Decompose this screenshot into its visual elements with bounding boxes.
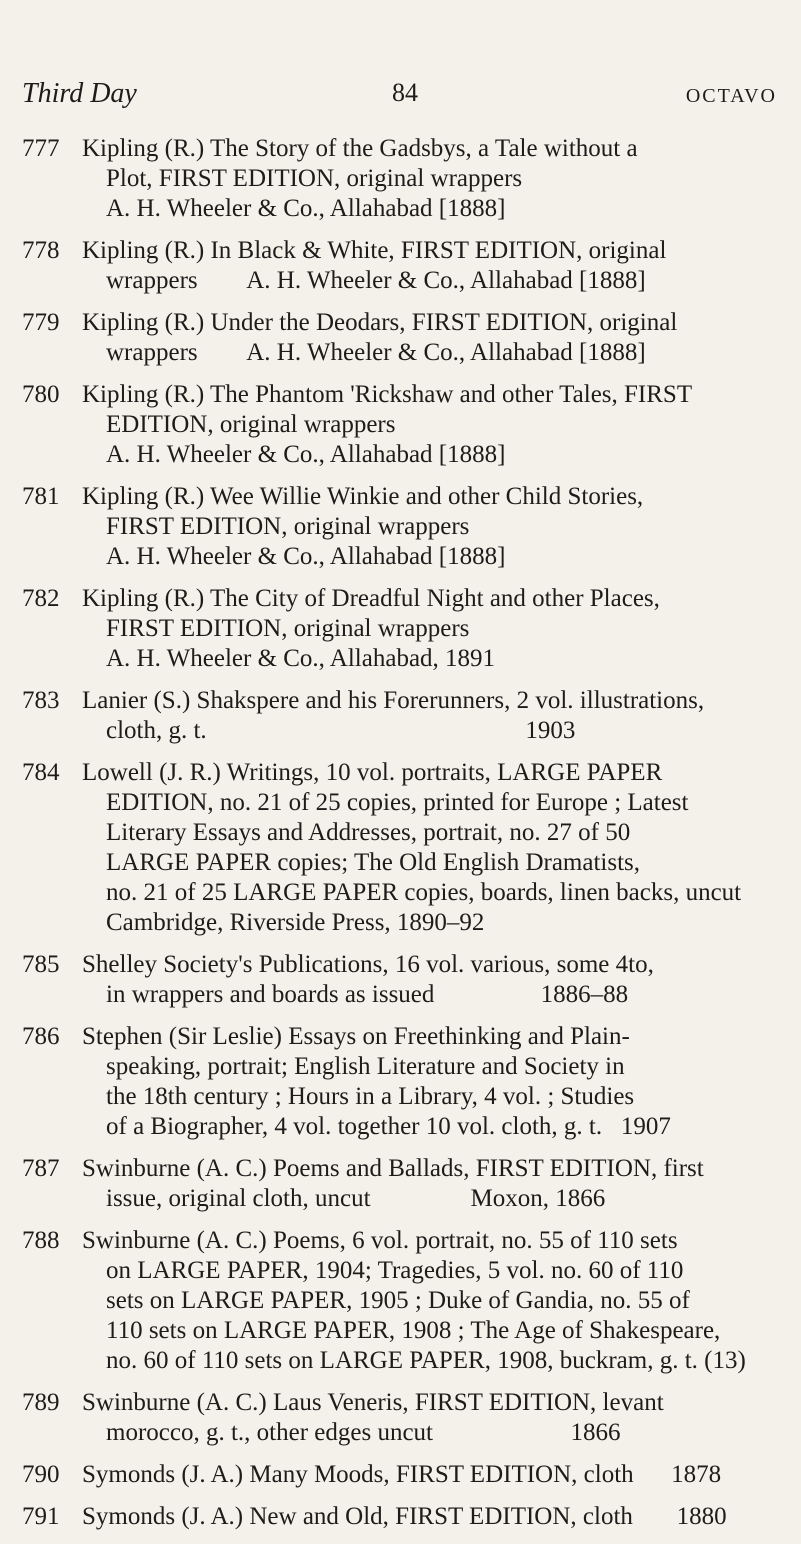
lot-line: A. H. Wheeler & Co., Allahabad [1888]: [106, 195, 506, 222]
lot-entry: [22, 758, 783, 938]
lot-number: 780: [22, 381, 60, 408]
lot-line: A. H. Wheeler & Co., Allahabad [1888]: [106, 441, 506, 468]
lot-description: [82, 686, 783, 746]
lot-number: 785: [22, 951, 60, 978]
format-heading: OCTAVO: [685, 85, 777, 107]
lot-entry: [22, 380, 783, 470]
lot-entry: [22, 1388, 783, 1448]
lot-entry: [22, 308, 783, 368]
lot-description: [82, 482, 783, 572]
lot-line: Lanier (S.) Shakspere and his Forerunners, 2 vol. illustrations,: [82, 687, 705, 714]
lot-description: [82, 1226, 783, 1376]
lot-line: speaking, portrait; English Literature and Society in: [106, 1053, 625, 1080]
lot-line: FIRST EDITION, original wrappers: [106, 513, 470, 540]
lot-number: 791: [22, 1503, 60, 1530]
lot-entry: [22, 1502, 783, 1532]
lot-line: Kipling (R.) The City of Dreadful Night and other Places,: [82, 585, 660, 612]
lot-entry: [22, 950, 783, 1010]
lot-entry: [22, 1226, 783, 1376]
lot-description: [82, 380, 783, 470]
lot-entry: [22, 134, 783, 224]
lot-description: [82, 584, 783, 674]
lot-description: [82, 1022, 783, 1142]
lot-line: sets on LARGE PAPER, 1905 ; Duke of Gandia, no. 55 of: [106, 1287, 690, 1314]
lot-line: 110 sets on LARGE PAPER, 1908 ; The Age of Shakespeare,: [106, 1317, 721, 1344]
lot-description: [82, 950, 783, 1010]
lot-entry: [22, 1460, 783, 1490]
lot-description: [82, 1502, 783, 1532]
lot-line: Symonds (J. A.) Many Moods, FIRST EDITION, cloth 1878: [82, 1461, 722, 1488]
lot-entry: [22, 236, 783, 296]
lot-line: EDITION, original wrappers: [106, 411, 396, 438]
lot-line: Cambridge, Riverside Press, 1890–92: [106, 909, 485, 936]
lot-line: Swinburne (A. C.) Poems, 6 vol. portrait, no. 55 of 110 sets: [82, 1227, 678, 1254]
lot-line: Symonds (J. A.) New and Old, FIRST EDITION, cloth 1880: [82, 1503, 727, 1530]
lot-number: 781: [22, 483, 60, 510]
lot-description: [82, 1154, 783, 1214]
lot-description: [82, 1388, 783, 1448]
lot-description: [82, 236, 783, 296]
lot-line: Swinburne (A. C.) Poems and Ballads, FIRST EDITION, first: [82, 1155, 704, 1182]
lot-line: Kipling (R.) Under the Deodars, FIRST EDITION, original: [82, 309, 678, 336]
lot-line: Stephen (Sir Leslie) Essays on Freethinking and Plain-: [82, 1023, 630, 1050]
lot-line: EDITION, no. 21 of 25 copies, printed for Europe ; Latest: [106, 789, 689, 816]
lot-line: Lowell (J. R.) Writings, 10 vol. portraits, LARGE PAPER: [82, 759, 663, 786]
lot-line: cloth, g. t. 1903: [106, 717, 576, 744]
lot-entry: [22, 1022, 783, 1142]
lot-description: [82, 308, 783, 368]
lot-line: Kipling (R.) Wee Willie Winkie and other Child Stories,: [82, 483, 644, 510]
lot-description: [82, 1460, 783, 1490]
lot-number: 790: [22, 1461, 60, 1488]
lot-description: [82, 134, 783, 224]
lot-line: morocco, g. t., other edges uncut 1866: [106, 1419, 621, 1446]
lot-line: Kipling (R.) The Phantom 'Rickshaw and other Tales, FIRST: [82, 381, 693, 408]
lot-number: 783: [22, 687, 60, 714]
lot-line: Kipling (R.) The Story of the Gadsbys, a Tale without a: [82, 135, 638, 162]
lot-line: Kipling (R.) In Black & White, FIRST EDITION, original: [82, 237, 667, 264]
lot-number: 786: [22, 1023, 60, 1050]
lot-line: wrappers A. H. Wheeler & Co., Allahabad [1888]: [106, 339, 646, 366]
day-heading: Third Day: [22, 78, 137, 109]
lot-number: 789: [22, 1389, 60, 1416]
lot-line: A. H. Wheeler & Co., Allahabad [1888]: [106, 543, 506, 570]
lot-number: 779: [22, 309, 60, 336]
lot-entry: [22, 686, 783, 746]
lot-line: issue, original cloth, uncut Moxon, 1866: [106, 1185, 606, 1212]
page-number: 84: [392, 78, 418, 107]
lot-line: Plot, FIRST EDITION, original wrappers: [106, 165, 523, 192]
lot-description: [82, 758, 783, 938]
lot-entry: [22, 1154, 783, 1214]
lot-number: 778: [22, 237, 60, 264]
lot-line: Shelley Society's Publications, 16 vol. various, some 4to,: [82, 951, 654, 978]
lot-number: 788: [22, 1227, 60, 1254]
lot-line: Swinburne (A. C.) Laus Veneris, FIRST EDITION, levant: [82, 1389, 664, 1416]
lot-line: no. 60 of 110 sets on LARGE PAPER, 1908, buckram, g. t. (13): [106, 1347, 746, 1374]
lot-line: wrappers A. H. Wheeler & Co., Allahabad [1888]: [106, 267, 646, 294]
lot-line: A. H. Wheeler & Co., Allahabad, 1891: [106, 645, 496, 672]
lot-number: 782: [22, 585, 60, 612]
lot-line: LARGE PAPER copies; The Old English Dramatists,: [106, 849, 641, 876]
running-header: [22, 78, 777, 118]
lot-entry: [22, 482, 783, 572]
lot-line: in wrappers and boards as issued 1886–88: [106, 981, 629, 1008]
lot-line: Literary Essays and Addresses, portrait, no. 27 of 50: [106, 819, 631, 846]
lot-line: the 18th century ; Hours in a Library, 4 vol. ; Studies: [106, 1083, 635, 1110]
lot-number: 787: [22, 1155, 60, 1182]
lot-line: of a Biographer, 4 vol. together 10 vol. cloth, g. t. 1907: [106, 1113, 671, 1140]
lot-number: 784: [22, 759, 60, 786]
lot-entry: [22, 584, 783, 674]
lot-number: 777: [22, 135, 60, 162]
lot-line: FIRST EDITION, original wrappers: [106, 615, 470, 642]
lot-line: on LARGE PAPER, 1904; Tragedies, 5 vol. no. 60 of 110: [106, 1257, 684, 1284]
lot-line: no. 21 of 25 LARGE PAPER copies, boards, linen backs, uncut: [106, 879, 742, 906]
lot-list: [22, 134, 783, 1544]
